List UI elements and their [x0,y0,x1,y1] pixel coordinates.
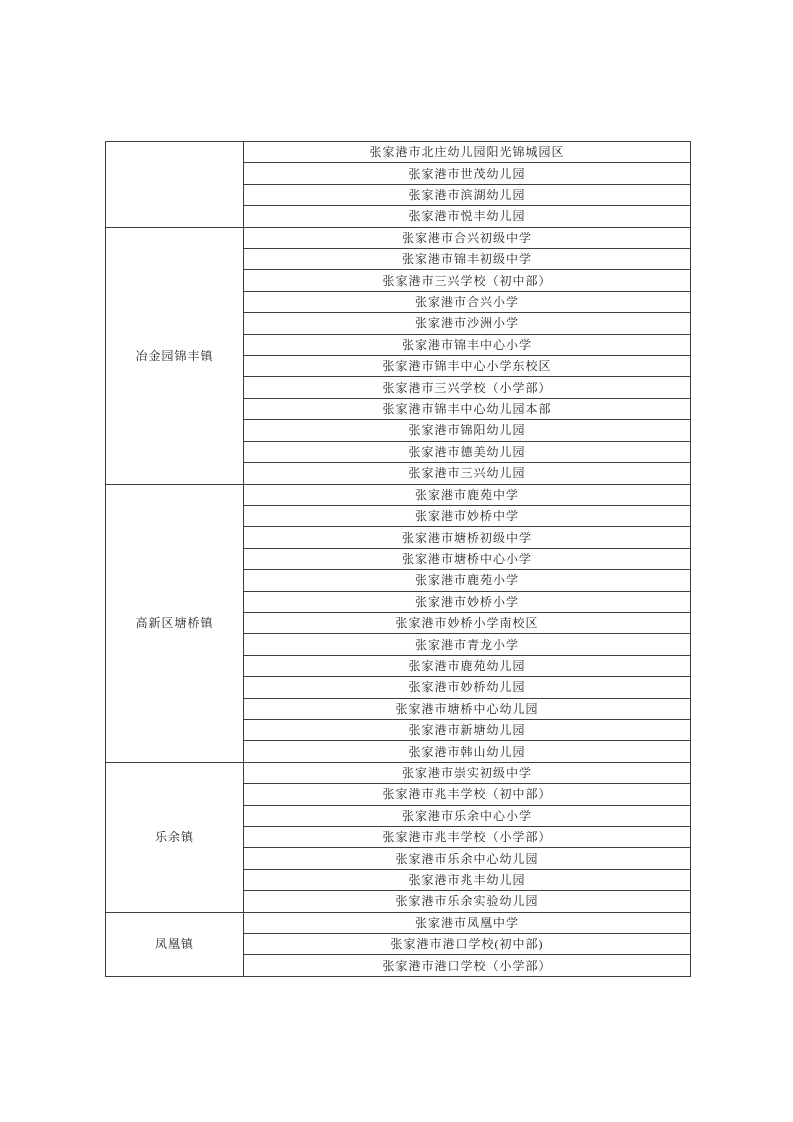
school-name-cell: 张家港市锦阳幼儿园 [244,420,691,441]
school-name-cell: 张家港市锦丰中心幼儿园本部 [244,398,691,419]
school-name-cell: 张家港市港口学校（小学部） [244,955,691,977]
school-name-cell: 张家港市崇实初级中学 [244,762,691,783]
town-label-cell: 乐余镇 [106,762,244,912]
school-name-cell: 张家港市锦丰中心小学 [244,334,691,355]
school-name-cell: 张家港市北庄幼儿园阳光锦城园区 [244,142,691,163]
school-name-cell: 张家港市合兴小学 [244,291,691,312]
school-name-cell: 张家港市妙桥小学南校区 [244,612,691,633]
school-name-cell: 张家港市锦丰中心小学东校区 [244,356,691,377]
school-name-cell: 张家港市凤凰中学 [244,912,691,933]
school-name-cell: 张家港市德美幼儿园 [244,441,691,462]
school-name-cell: 张家港市妙桥小学 [244,591,691,612]
school-name-cell: 张家港市三兴幼儿园 [244,463,691,484]
school-name-cell: 张家港市沙洲小学 [244,313,691,334]
table-row [106,484,691,505]
table-row [106,912,691,933]
school-name-cell: 张家港市滨湖幼儿园 [244,184,691,205]
school-name-cell: 张家港市乐余中心幼儿园 [244,848,691,869]
school-name-cell: 张家港市三兴学校（初中部） [244,270,691,291]
town-label-cell: 高新区塘桥镇 [106,484,244,762]
school-name-cell: 张家港市韩山幼儿园 [244,741,691,762]
school-name-cell: 张家港市塘桥中心小学 [244,548,691,569]
school-name-cell: 张家港市鹿苑幼儿园 [244,655,691,676]
school-name-cell: 张家港市鹿苑中学 [244,484,691,505]
school-name-cell: 张家港市港口学校(初中部) [244,934,691,955]
school-name-cell: 张家港市兆丰学校（初中部） [244,784,691,805]
school-table-body [106,142,691,977]
school-name-cell: 张家港市妙桥幼儿园 [244,677,691,698]
school-name-cell: 张家港市青龙小学 [244,634,691,655]
school-name-cell: 张家港市兆丰幼儿园 [244,869,691,890]
school-name-cell: 张家港市兆丰学校（小学部） [244,827,691,848]
school-name-cell: 张家港市悦丰幼儿园 [244,206,691,227]
school-name-cell: 张家港市三兴学校（小学部） [244,377,691,398]
table-row [106,762,691,783]
school-table [105,141,691,977]
school-name-cell: 张家港市塘桥中心幼儿园 [244,698,691,719]
school-name-cell: 张家港市世茂幼儿园 [244,163,691,184]
school-name-cell: 张家港市锦丰初级中学 [244,249,691,270]
school-name-cell: 张家港市乐余中心小学 [244,805,691,826]
school-name-cell: 张家港市妙桥中学 [244,505,691,526]
town-label-cell-empty [106,142,244,228]
school-name-cell: 张家港市乐余实验幼儿园 [244,891,691,912]
school-name-cell: 张家港市合兴初级中学 [244,227,691,248]
school-name-cell: 张家港市鹿苑小学 [244,570,691,591]
town-label-cell: 冶金园锦丰镇 [106,227,244,484]
school-name-cell: 张家港市塘桥初级中学 [244,527,691,548]
table-row [106,227,691,248]
school-name-cell: 张家港市新塘幼儿园 [244,719,691,740]
table-row [106,142,691,163]
town-label-cell: 凤凰镇 [106,912,244,976]
